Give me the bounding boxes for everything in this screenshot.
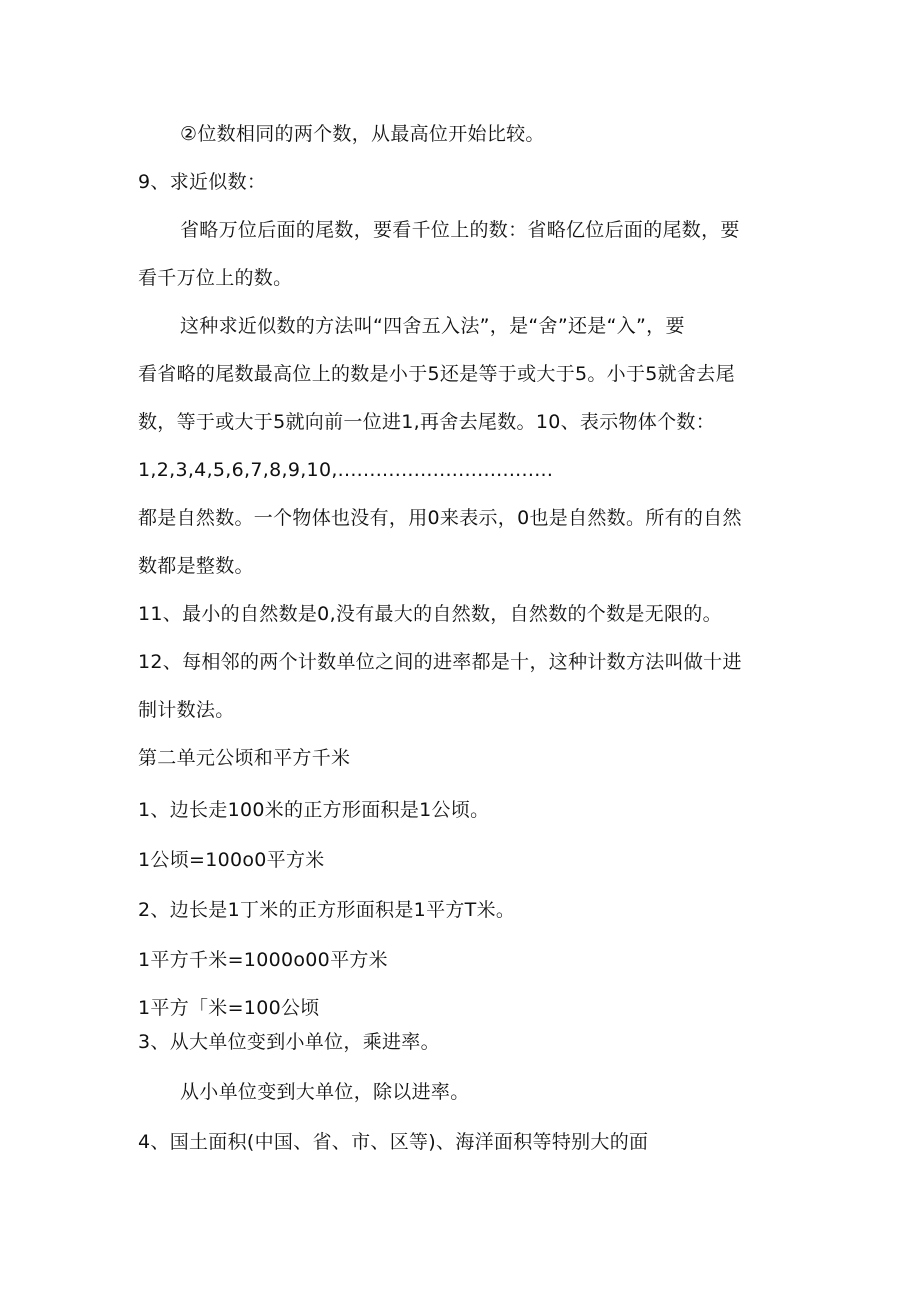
text-line-rounding-2: 看省略的尾数最高位上的数是小于5还是等于或大于5。小于5就舍去尾 xyxy=(138,363,735,385)
text-line-omit-rule-2: 看千万位上的数。 xyxy=(138,267,293,289)
text-line-smallest-natural: 11、最小的自然数是0,没有最大的自然数，自然数的个数是无限的。 xyxy=(138,603,722,625)
text-line-land-area: 4、国土面积(中国、省、市、区等)、海洋面积等特别大的面 xyxy=(138,1131,649,1153)
text-line-rounding-3: 数，等于或大于5就向前一位进1,再舍去尾数。10、表示物体个数： xyxy=(138,411,715,433)
text-line-small-to-large: 从小单位变到大单位，除以进率。 xyxy=(180,1081,470,1103)
text-line-decimal-system-2: 制计数法。 xyxy=(138,699,235,721)
text-line-hectare-conversion: 1公顷=100o0平方米 xyxy=(138,849,325,871)
text-line-natural-numbers-2: 数都是整数。 xyxy=(138,555,254,577)
text-line-large-to-small: 3、从大单位变到小单位，乘进率。 xyxy=(138,1031,440,1053)
text-line-natural-numbers-1: 都是自然数。一个物体也没有，用0来表示，0也是自然数。所有的自然 xyxy=(138,507,742,529)
text-line-rounding-1: 这种求近似数的方法叫“四舍五入法”，是“舍”还是“入”，要 xyxy=(180,315,685,337)
text-line-km2-conversion-m2: 1平方千米=1000o00平方米 xyxy=(138,949,388,971)
section-heading-approximate: 9、求近似数： xyxy=(138,171,267,193)
text-line-decimal-system-1: 12、每相邻的两个计数单位之间的进率都是十，这种计数方法叫做十进 xyxy=(138,651,742,673)
text-line-number-sequence: 1,2,3,4,5,6,7,8,9,10,.................................. xyxy=(138,459,554,481)
text-line-omit-rule-1: 省略万位后面的尾数，要看千位上的数：省略亿位后面的尾数，要 xyxy=(180,219,740,241)
text-line-km2-conversion-hectare: 1平方「米=100公顷 xyxy=(138,997,320,1019)
text-line-hectare-definition: 1、边长走100米的正方形面积是1公顷。 xyxy=(138,799,490,821)
unit-heading-hectare-km2: 第二单元公顷和平方千米 xyxy=(138,747,351,769)
text-line-km2-definition: 2、边长是1丁米的正方形面积是1平方T米。 xyxy=(138,899,516,921)
text-line-compare-rule: ②位数相同的两个数，从最高位开始比较。 xyxy=(180,123,545,145)
